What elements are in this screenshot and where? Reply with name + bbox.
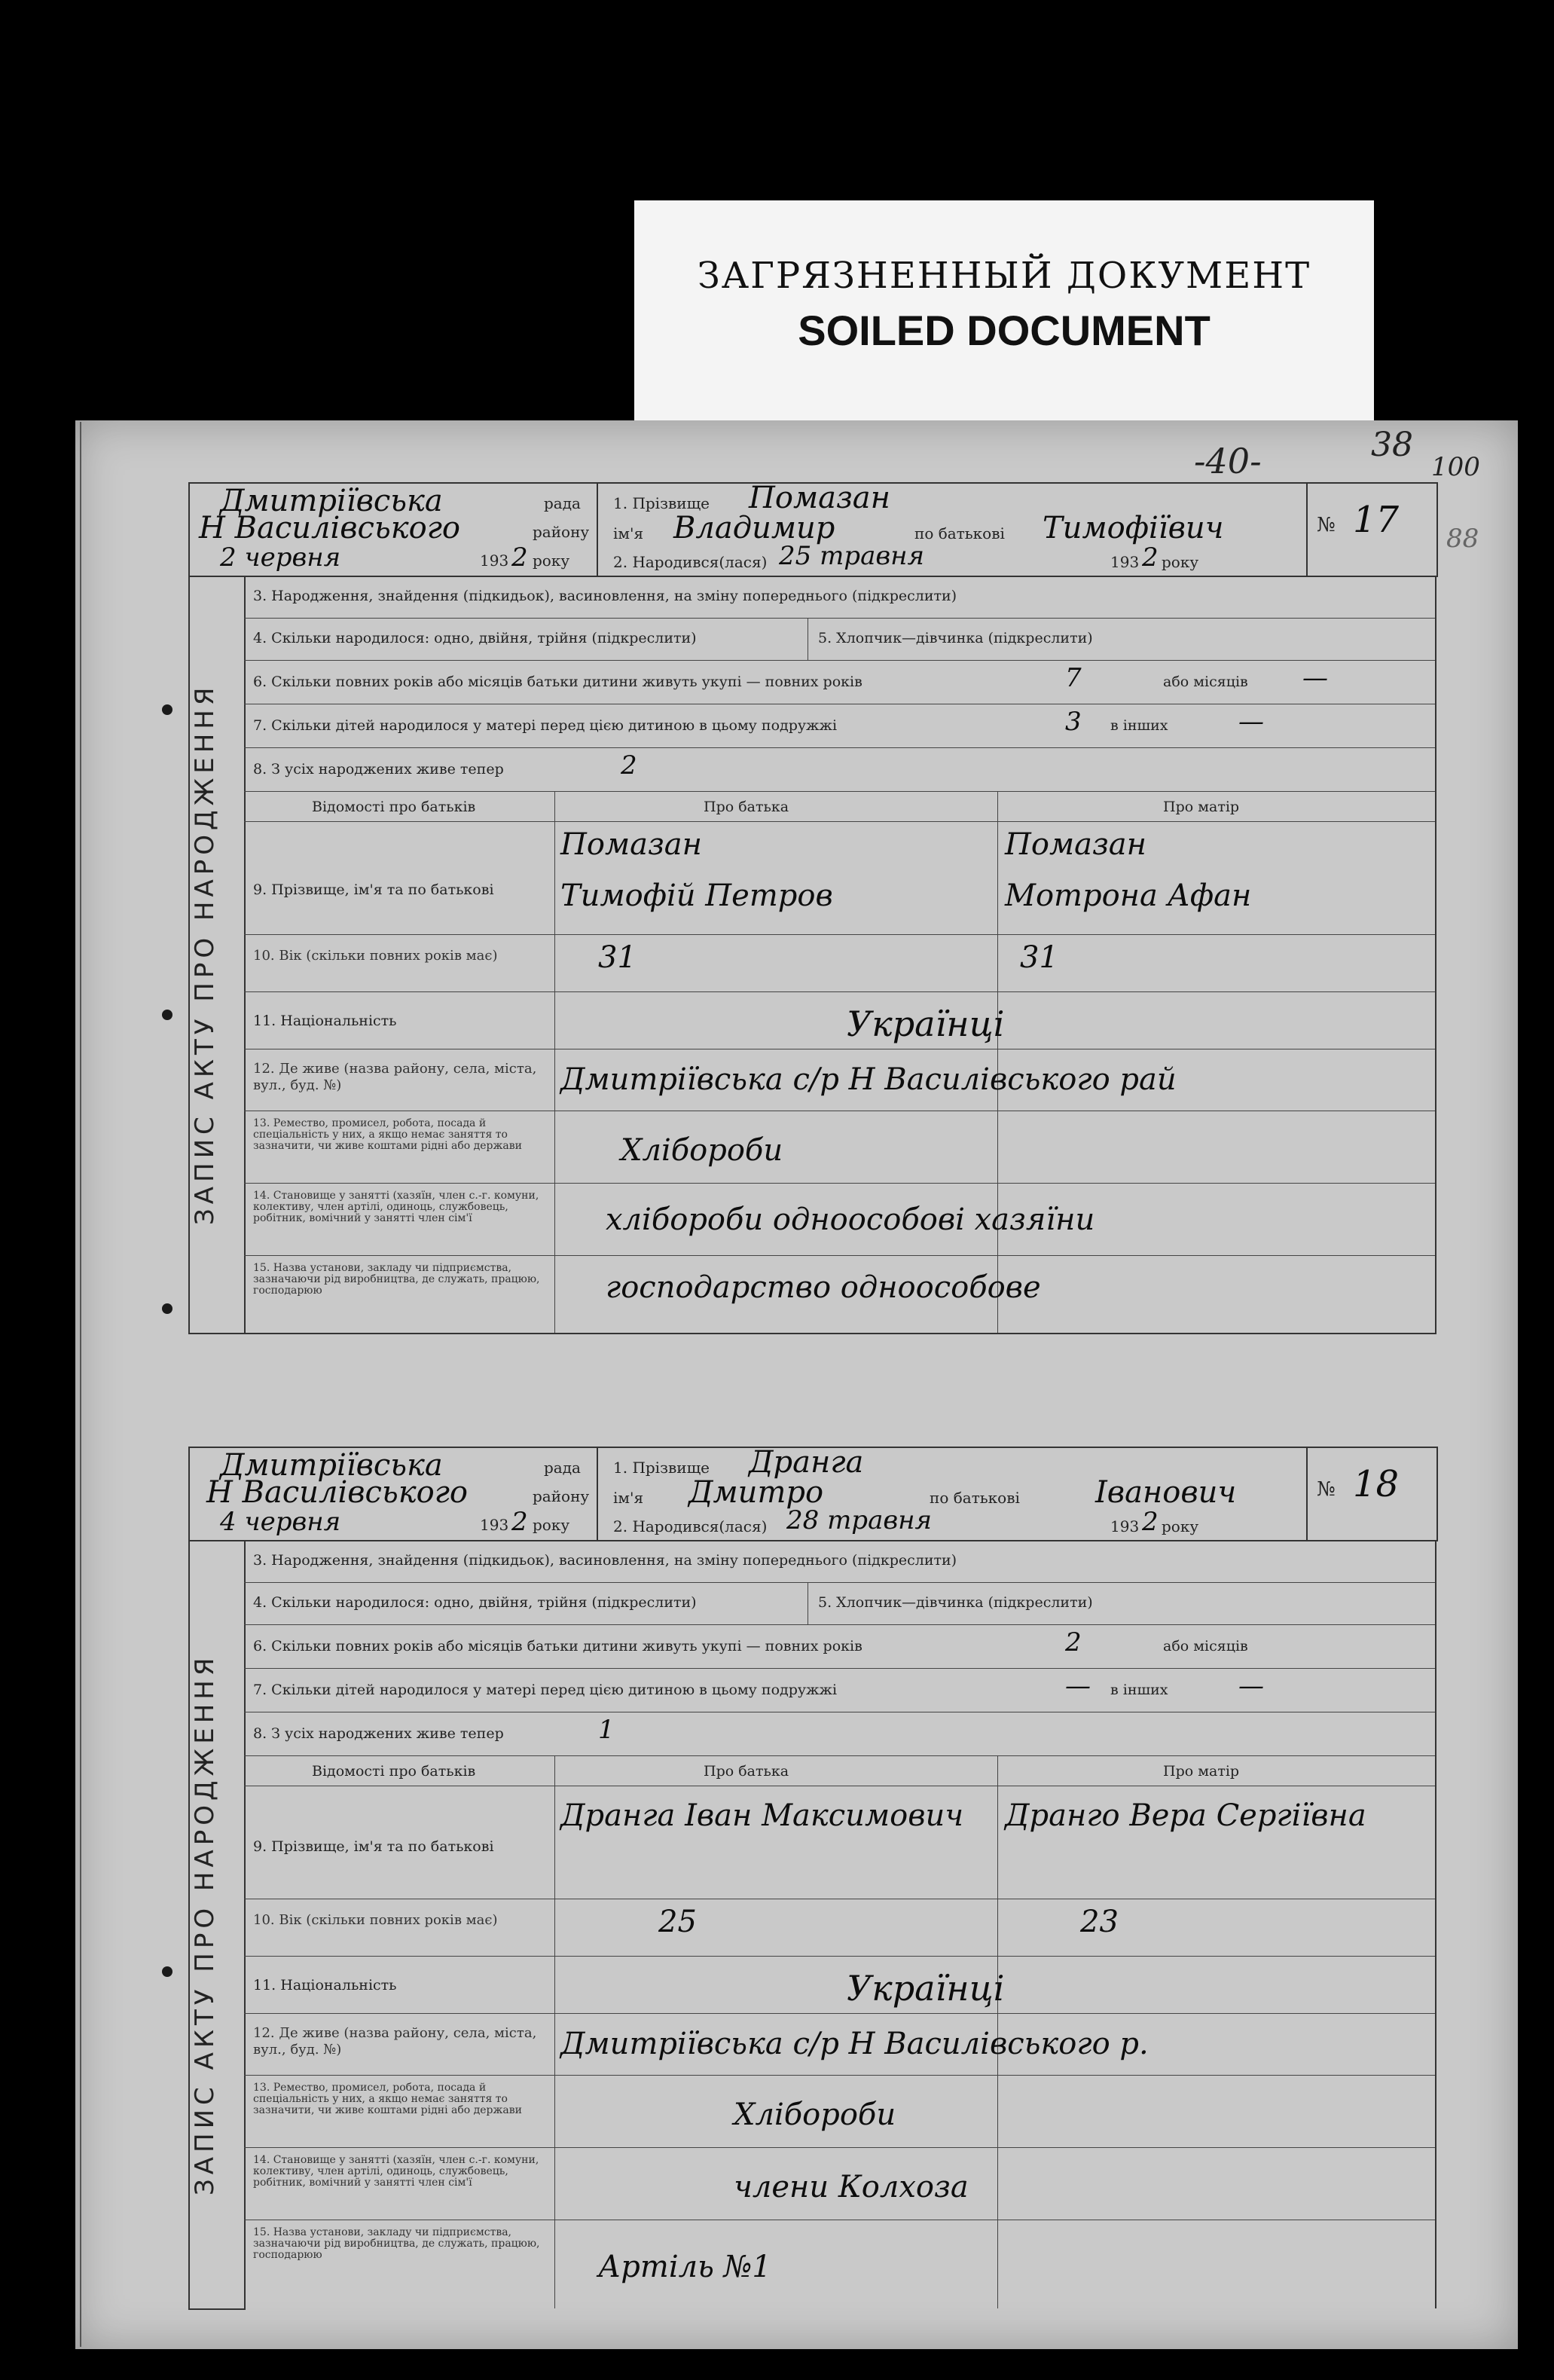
child-patronymic: Іванович xyxy=(1095,1475,1237,1510)
row-10 xyxy=(244,1899,1435,1957)
birth-year-digit: 2 xyxy=(1142,542,1159,573)
row-6 xyxy=(244,1624,1435,1669)
label-raionu: району xyxy=(533,523,590,541)
row-label: 12. Де живе (назва району, села, міста, вул., буд. №) xyxy=(253,1061,537,1093)
registration-year-digit: 2 xyxy=(511,1507,528,1537)
living-now: 2 xyxy=(621,750,637,781)
district-name: Н Василівського xyxy=(206,1475,468,1510)
label-no: № xyxy=(1317,514,1336,536)
row-label: 11. Національність xyxy=(253,1977,397,1994)
punch-hole xyxy=(162,704,172,715)
row-label: 14. Становище у занятті (хазяїн, член с.-г. комуни, колективу, член артілі, одиноць, службовець, робітник, вомічний у занятті член сім'ї xyxy=(253,1190,539,1224)
row-13 xyxy=(244,1111,1435,1184)
row-label: в інших xyxy=(1110,1682,1168,1698)
row-12 xyxy=(244,1049,1435,1111)
archive-label-card xyxy=(634,200,1374,426)
children-before: — xyxy=(1065,1671,1091,1701)
mother-age: 23 xyxy=(1080,1905,1119,1939)
row-label: 8. З усіх народжених живе тепер xyxy=(253,1725,504,1742)
label-surname: 1. Прізвище xyxy=(613,494,710,512)
row-label: 3. Народження, знайдення (підкидьок), васиновлення, на зміну попереднього (підкреслити) xyxy=(253,1552,957,1569)
label-roku: року xyxy=(1162,1517,1199,1535)
occupation: Хлібороби xyxy=(621,1133,783,1168)
row-label: 5. Хлопчик—дівчинка (підкреслити) xyxy=(818,630,1093,646)
institution: Артіль №1 xyxy=(598,2250,771,2284)
label-born: 2. Народився(лася) xyxy=(613,553,768,571)
row-label: 13. Ремество, промисел, робота, посада й спеціальність у них, а якщо немає заняття то зазначити, чи живе коштами рідні або держави xyxy=(253,2082,522,2116)
row-label: 11. Національність xyxy=(253,1013,397,1029)
row-label: 12. Де живе (назва району, села, міста, вул., буд. №) xyxy=(253,2025,537,2058)
punch-hole xyxy=(162,1303,172,1314)
row-label: 4. Скільки народилося: одно, двійня, трійня (підкреслити) xyxy=(253,630,697,646)
child-block xyxy=(598,481,1308,576)
registration-date: 2 червня xyxy=(220,542,341,573)
record-header xyxy=(188,482,1438,577)
row-6 xyxy=(244,660,1435,704)
birth-year-digit: 2 xyxy=(1142,1507,1159,1537)
label-patronymic: по батькові xyxy=(930,1489,1020,1507)
occupation: Хлібороби xyxy=(734,2097,896,2132)
side-title-column xyxy=(188,1540,246,2310)
parents-header-row xyxy=(244,1755,1435,1786)
side-title-column xyxy=(188,576,246,1334)
record-body xyxy=(244,576,1436,1334)
father-age: 25 xyxy=(658,1905,697,1939)
months-together: — xyxy=(1302,663,1328,693)
child-name: Владимир xyxy=(673,511,835,545)
birth-record-2 xyxy=(188,1447,1443,2313)
nationality: Українці xyxy=(847,1004,1005,1044)
label-english: SOILED DOCUMENT xyxy=(798,307,1211,354)
page-number-handwritten: 38 xyxy=(1371,426,1413,464)
row-label: 4. Скільки народилося: одно, двійня, трійня (підкреслити) xyxy=(253,1594,697,1611)
record-number: 17 xyxy=(1353,499,1400,541)
col-header: Відомості про батьків xyxy=(312,799,476,815)
father-age: 31 xyxy=(598,940,637,975)
col-header: Про матір xyxy=(1163,1763,1240,1780)
row-label: 13. Ремество, промисел, робота, посада й спеціальність у них, а якщо немає заняття то зазначити, чи живе коштами рідні або держави xyxy=(253,1117,522,1152)
label-year: 193 xyxy=(480,551,509,570)
mother-surname: Помазан xyxy=(1005,827,1146,862)
children-other: — xyxy=(1238,707,1264,737)
row-label: 10. Вік (скільки повних років має) xyxy=(253,1912,498,1928)
institution: господарство одноособове xyxy=(606,1270,1041,1305)
col-header: Про батька xyxy=(704,799,789,815)
row-8 xyxy=(244,747,1435,792)
row-8 xyxy=(244,1712,1435,1756)
registration-date: 4 червня xyxy=(220,1507,341,1537)
birth-record-1 xyxy=(188,482,1443,1337)
label-year: 193 xyxy=(1110,1517,1140,1535)
father-surname: Помазан xyxy=(560,827,702,862)
birth-date: 28 травня xyxy=(786,1505,933,1535)
label-name: ім'я xyxy=(613,1489,644,1507)
record-number-block xyxy=(1308,1448,1436,1540)
page-number-handwritten: -40- xyxy=(1194,441,1262,481)
row-13 xyxy=(244,2075,1435,2148)
row-10 xyxy=(244,934,1435,992)
col-header: Про матір xyxy=(1163,799,1240,815)
label-roku: року xyxy=(1162,553,1199,571)
district-name: Н Василівського xyxy=(199,511,460,545)
row-label: або місяців xyxy=(1163,1638,1248,1654)
father-full-name: Дранга Іван Максимович xyxy=(560,1798,964,1833)
label-surname: 1. Прізвище xyxy=(613,1459,710,1477)
side-title: ЗАПИС АКТУ ПРО НАРОДЖЕННЯ xyxy=(190,1653,220,2195)
record-header xyxy=(188,1447,1438,1541)
row-label: або місяців xyxy=(1163,674,1248,690)
nationality: Українці xyxy=(847,1968,1005,2009)
label-raionu: району xyxy=(533,1487,590,1505)
father-name: Тимофій Петров xyxy=(560,878,833,913)
child-patronymic: Тимофіївич xyxy=(1043,511,1224,545)
label-no: № xyxy=(1317,1478,1336,1501)
label-rada: рада xyxy=(544,494,581,512)
mother-name: Мотрона Афан xyxy=(1005,878,1252,913)
row-15 xyxy=(244,2220,1435,2308)
row-3 xyxy=(244,576,1435,619)
mother-full-name: Дранго Вера Сергіївна xyxy=(1005,1798,1366,1833)
row-label: 6. Скільки повних років або місяців батьки дитини живуть укупі — повних років xyxy=(253,1638,862,1654)
employment-status: хлібороби одноособові хазяїни xyxy=(606,1202,1095,1237)
children-other: — xyxy=(1238,1671,1264,1701)
residence: Дмитріївська с/р Н Василівського р. xyxy=(560,2027,1149,2061)
record-body xyxy=(244,1540,1436,2308)
label-name: ім'я xyxy=(613,524,644,542)
council-name: Дмитріївська xyxy=(220,484,443,518)
punch-hole xyxy=(162,1010,172,1020)
row-4-5 xyxy=(244,618,1435,661)
side-title: ЗАПИС АКТУ ПРО НАРОДЖЕННЯ xyxy=(190,683,220,1226)
row-7 xyxy=(244,704,1435,748)
punch-hole xyxy=(162,1966,172,1977)
label-year: 193 xyxy=(1110,553,1140,571)
child-surname: Дранга xyxy=(749,1445,864,1480)
page-number-handwritten: 88 xyxy=(1446,524,1479,554)
living-now: 1 xyxy=(598,1715,615,1745)
label-year: 193 xyxy=(480,1516,509,1534)
row-label: 5. Хлопчик—дівчинка (підкреслити) xyxy=(818,1594,1093,1611)
row-label: в інших xyxy=(1110,717,1168,734)
row-4-5 xyxy=(244,1582,1435,1625)
row-label: 7. Скільки дітей народилося у матері перед цією дитиною в цьому подружжі xyxy=(253,717,838,734)
row-label: 14. Становище у занятті (хазяїн, член с.-г. комуни, колективу, член артілі, одиноць, службовець, робітник, вомічний у занятті член сім'ї xyxy=(253,2154,539,2189)
label-roku: року xyxy=(533,1516,570,1534)
row-11 xyxy=(244,1956,1435,2014)
row-9 xyxy=(244,1786,1435,1899)
row-9 xyxy=(244,821,1435,935)
row-label: 6. Скільки повних років або місяців батьки дитини живуть укупі — повних років xyxy=(253,674,862,690)
col-header: Відомості про батьків xyxy=(312,1763,476,1780)
row-label: 10. Вік (скільки повних років має) xyxy=(253,948,498,964)
employment-status: члени Колхоза xyxy=(734,2170,969,2204)
row-7 xyxy=(244,1668,1435,1712)
label-rada: рада xyxy=(544,1459,581,1477)
col-header: Про батька xyxy=(704,1763,789,1780)
label-russian: ЗАГРЯЗНЕННЫЙ ДОКУМЕНТ xyxy=(697,255,1311,297)
parents-header-row xyxy=(244,791,1435,822)
row-label: 8. З усіх народжених живе тепер xyxy=(253,761,504,778)
registration-year-digit: 2 xyxy=(511,542,528,573)
child-name: Дмитро xyxy=(688,1475,824,1510)
council-name: Дмитріївська xyxy=(220,1448,443,1483)
label-roku: року xyxy=(533,551,570,570)
row-14 xyxy=(244,2147,1435,2220)
children-before: 3 xyxy=(1065,707,1082,737)
years-together: 7 xyxy=(1065,663,1082,693)
row-label: 7. Скільки дітей народилося у матері перед цією дитиною в цьому подружжі xyxy=(253,1682,838,1698)
record-number-block xyxy=(1308,484,1436,576)
row-label: 15. Назва установи, закладу чи підприємства, зазначаючи рід виробництва, де служать, працюю, господарюю xyxy=(253,2226,540,2261)
child-block xyxy=(598,1445,1308,1540)
label-patronymic: по батькові xyxy=(914,524,1005,542)
row-label: 9. Прізвище, ім'я та по батькові xyxy=(253,881,494,898)
row-11 xyxy=(244,991,1435,1049)
birth-date: 25 травня xyxy=(779,541,925,571)
label-born: 2. Народився(лася) xyxy=(613,1517,768,1535)
residence: Дмитріївська с/р Н Василівського рай xyxy=(560,1062,1177,1097)
record-number: 18 xyxy=(1353,1463,1400,1505)
row-label: 3. Народження, знайдення (підкидьок), васиновлення, на зміну попереднього (підкреслити) xyxy=(253,588,957,604)
mother-age: 31 xyxy=(1020,940,1058,975)
years-together: 2 xyxy=(1065,1627,1082,1657)
row-3 xyxy=(244,1540,1435,1583)
row-12 xyxy=(244,2013,1435,2076)
council-block xyxy=(190,1448,598,1540)
row-14 xyxy=(244,1183,1435,1256)
row-label: 15. Назва установи, закладу чи підприємства, зазначаючи рід виробництва, де служать, працюю, господарюю xyxy=(253,1262,540,1297)
row-label: 9. Прізвище, ім'я та по батькові xyxy=(253,1838,494,1855)
page-number-handwritten: 100 xyxy=(1431,452,1480,482)
row-15 xyxy=(244,1255,1435,1333)
council-block xyxy=(190,484,598,576)
page-edge xyxy=(80,422,81,2347)
child-surname: Помазан xyxy=(749,481,890,515)
